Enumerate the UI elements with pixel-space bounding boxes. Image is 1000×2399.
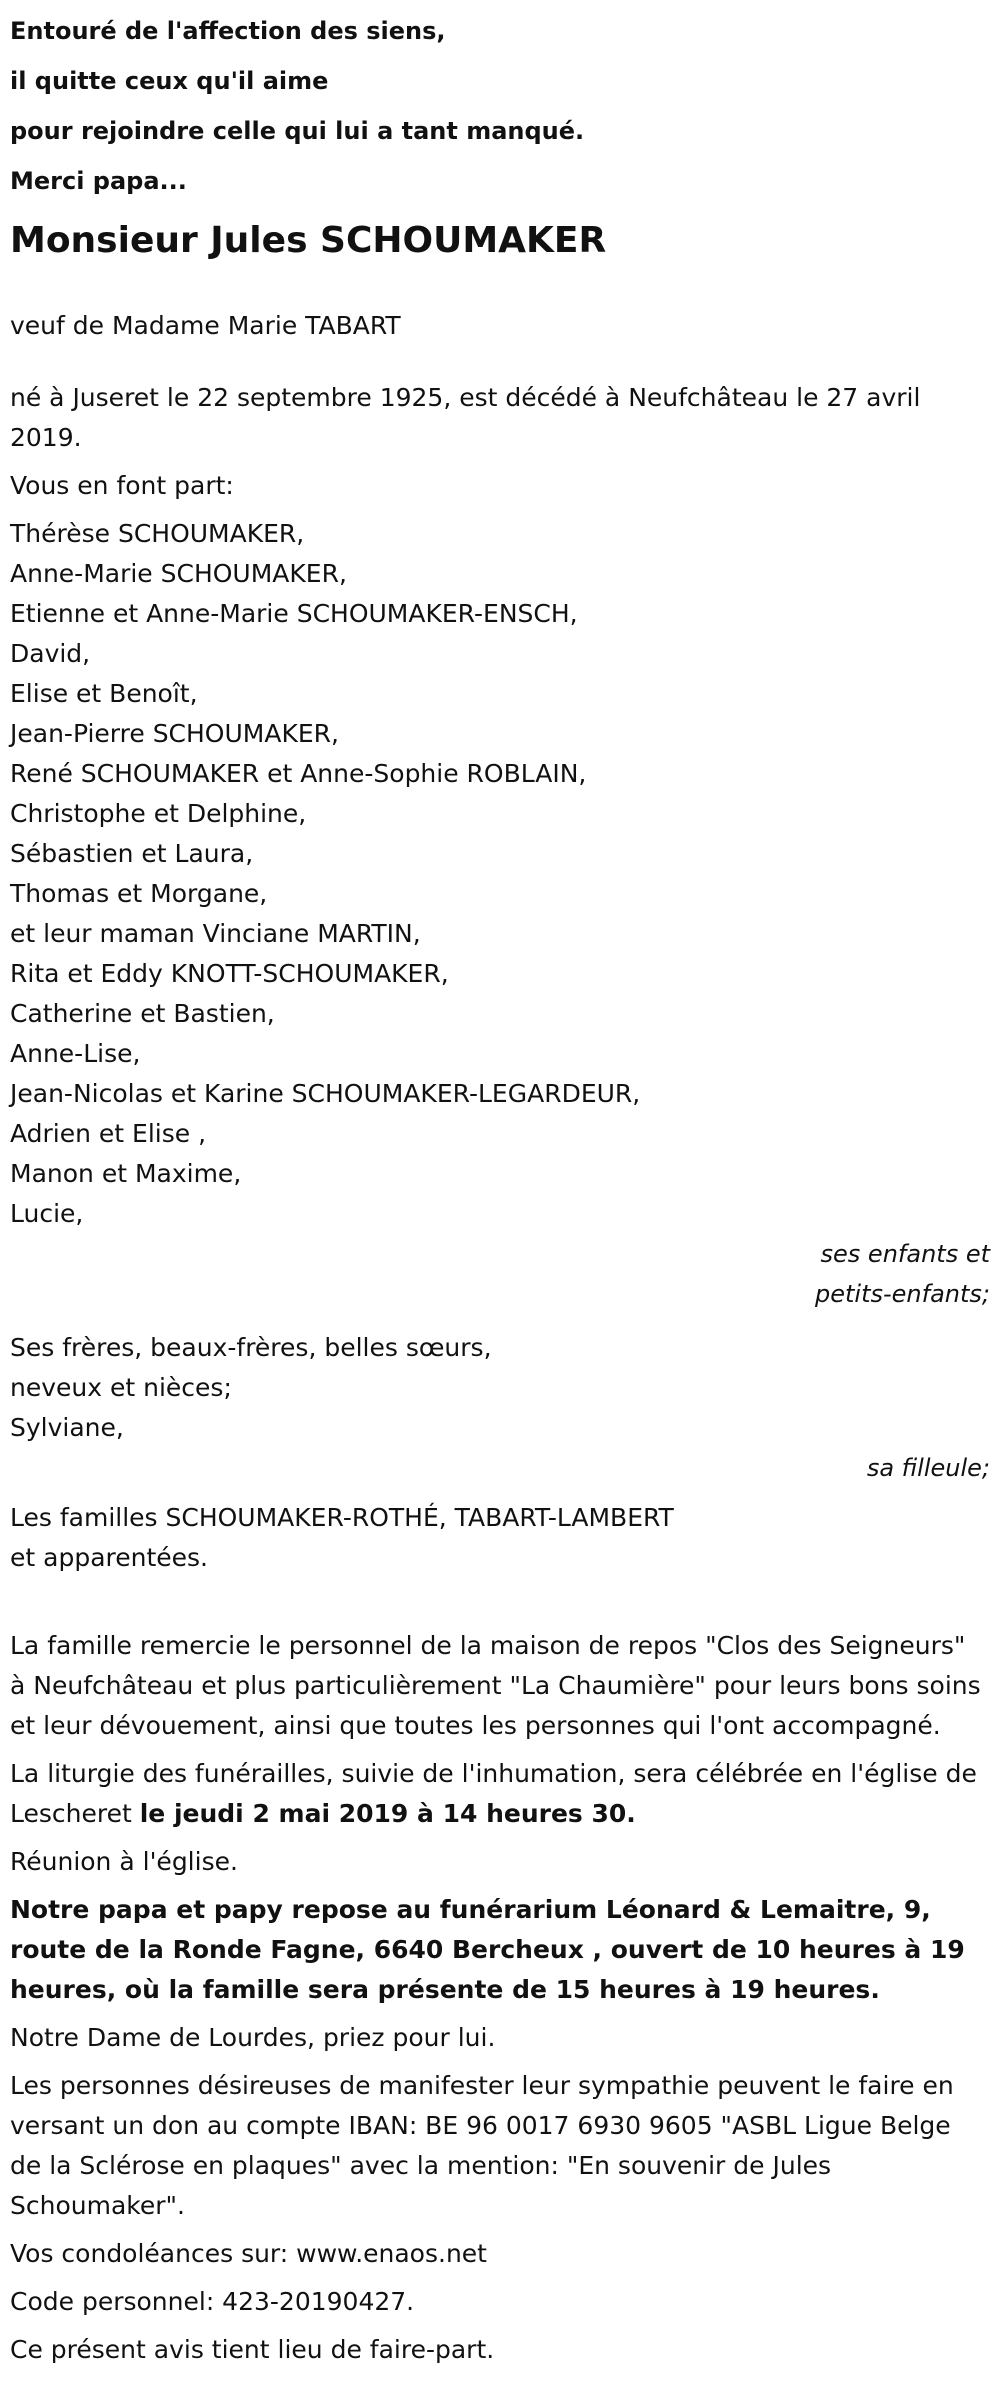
liturgy-date: le jeudi 2 mai 2019 à 14 heures 30.: [139, 1799, 636, 1828]
intro-line: Merci papa...: [10, 167, 187, 195]
announce-line: Vous en font part:: [10, 471, 234, 500]
list-item: Jean-Nicolas et Karine SCHOUMAKER-LEGARDEUR,: [10, 1079, 641, 1108]
list-item: Sylviane,: [10, 1413, 124, 1442]
list-item: Anne-Lise,: [10, 1039, 141, 1068]
goddaughter-role: sa filleule;: [866, 1454, 990, 1482]
thanks-paragraph: La famille remercie le personnel de la maison de repos "Clos des Seigneurs" à Neufchâteau et plus particulièrement "La Chaumière" pour leurs bons soins et leur dévouement, ainsi que toutes les personnes qui l'ont accompagné.: [10, 1631, 981, 1740]
list-item: Ses frères, beaux-frères, belles sœurs,: [10, 1333, 492, 1362]
list-item: Les familles SCHOUMAKER-ROTHÉ, TABART-LAMBERT: [10, 1503, 674, 1532]
funerarium-paragraph: Notre papa et papy repose au funérarium Léonard & Lemaitre, 9, route de la Ronde Fagne, 6640 Bercheux , ouvert de 10 heures à 19 heures, où la famille sera présente de 15 heures à 19 heures.: [10, 1895, 965, 2004]
list-item: Jean-Pierre SCHOUMAKER,: [10, 719, 339, 748]
donation-paragraph: Les personnes désireuses de manifester leur sympathie peuvent le faire en versant un don au compte IBAN: BE 96 0017 6930 9605 "ASBL Ligue Belge de la Sclérose en plaques" avec la mention: "En souvenir de Jules Schoumaker".: [10, 2071, 954, 2220]
liturgy-text: La liturgie des funérailles, suivie de l'inhumation, sera célébrée en l'église de Lescheret: [10, 1759, 977, 1828]
list-item: Thérèse SCHOUMAKER,: [10, 519, 305, 548]
siblings-list: [10, 1328, 990, 1448]
intro-line: Entouré de l'affection des siens,: [10, 17, 446, 45]
birth-death-line: né à Juseret le 22 septembre 1925, est décédé à Neufchâteau le 27 avril 2019.: [10, 383, 921, 452]
list-item: neveux et nièces;: [10, 1373, 232, 1402]
obituary-notice: [10, 6, 990, 2370]
role-line: petits-enfants;: [815, 1280, 990, 1308]
list-item: et leur maman Vinciane MARTIN,: [10, 919, 421, 948]
list-item: Christophe et Delphine,: [10, 799, 307, 828]
liturgy-paragraph: [10, 1754, 985, 1834]
families-list: [10, 1498, 990, 1578]
intro-verse: [10, 6, 990, 206]
children-list: [10, 514, 990, 1234]
widower-line: veuf de Madame Marie TABART: [10, 311, 401, 340]
list-item: René SCHOUMAKER et Anne-Sophie ROBLAIN,: [10, 759, 587, 788]
list-item: Rita et Eddy KNOTT-SCHOUMAKER,: [10, 959, 449, 988]
prayer-line: Notre Dame de Lourdes, priez pour lui.: [10, 2023, 496, 2052]
intro-line: il quitte ceux qu'il aime: [10, 67, 329, 95]
list-item: Anne-Marie SCHOUMAKER,: [10, 559, 347, 588]
list-item: Sébastien et Laura,: [10, 839, 254, 868]
personal-code-line: Code personnel: 423-20190427.: [10, 2287, 415, 2316]
deceased-name: Monsieur Jules SCHOUMAKER: [10, 220, 607, 261]
list-item: Etienne et Anne-Marie SCHOUMAKER-ENSCH,: [10, 599, 578, 628]
role-line: ses enfants et: [820, 1240, 990, 1268]
list-item: Thomas et Morgane,: [10, 879, 268, 908]
meeting-line: Réunion à l'église.: [10, 1847, 238, 1876]
list-item: David,: [10, 639, 91, 668]
list-item: Adrien et Elise ,: [10, 1119, 207, 1148]
list-item: Lucie,: [10, 1199, 84, 1228]
list-item: Manon et Maxime,: [10, 1159, 242, 1188]
condolences-line: Vos condoléances sur: www.enaos.net: [10, 2239, 487, 2268]
children-role: [10, 1234, 990, 1314]
list-item: Elise et Benoît,: [10, 679, 198, 708]
list-item: Catherine et Bastien,: [10, 999, 275, 1028]
list-item: et apparentées.: [10, 1543, 208, 1572]
intro-line: pour rejoindre celle qui lui a tant manqué.: [10, 117, 585, 145]
notice-line: Ce présent avis tient lieu de faire-part.: [10, 2335, 495, 2364]
